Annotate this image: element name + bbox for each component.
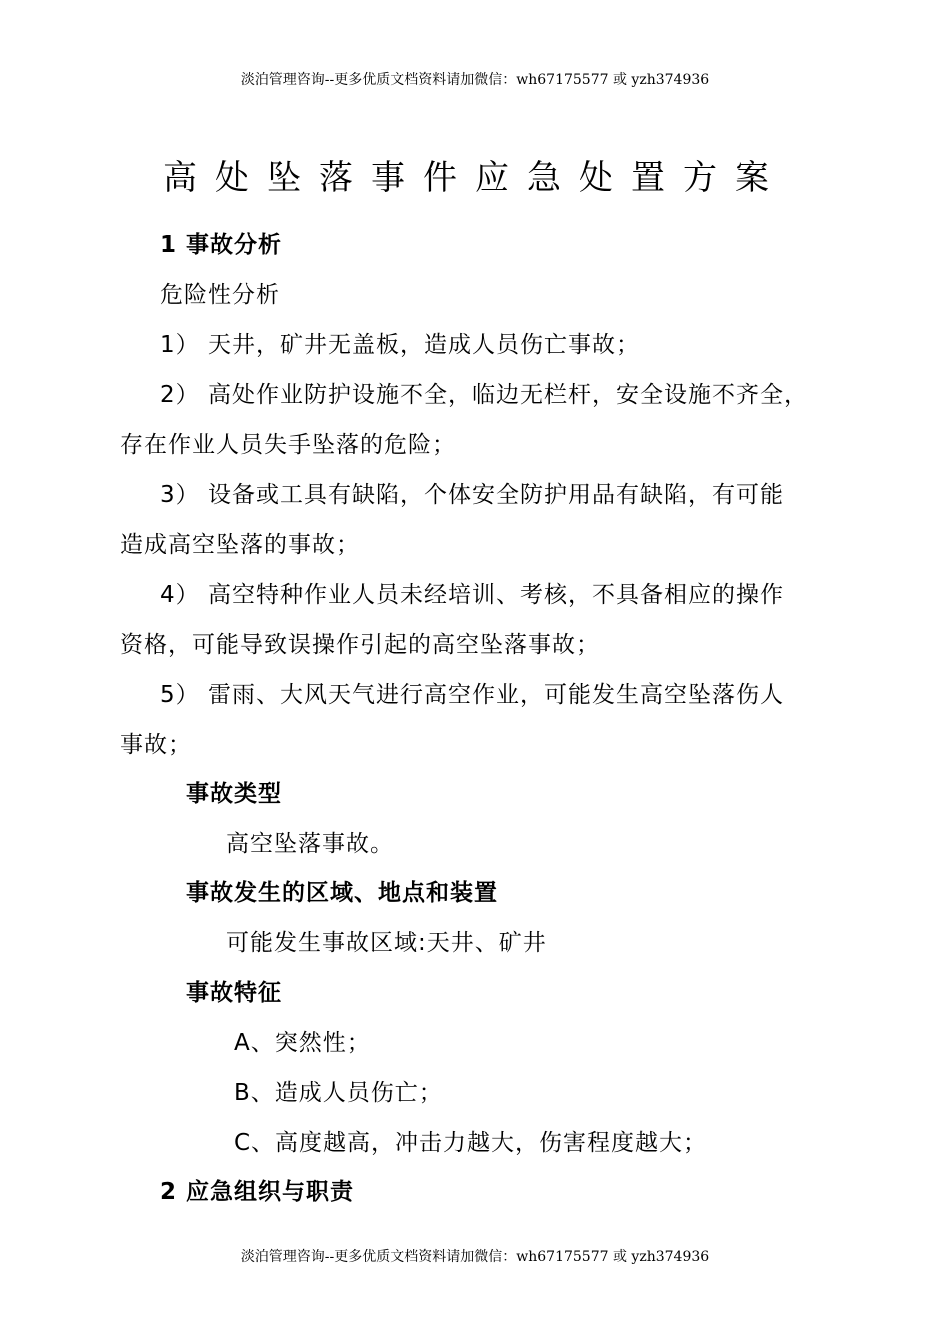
section-1-heading: 1 事故分析: [160, 232, 283, 258]
risk-analysis-subheading: 危险性分析: [160, 282, 280, 308]
feature-item-c: C、高度越高，冲击力越大，伤害程度越大；: [234, 1130, 708, 1156]
feature-item-a: A、突然性；: [234, 1030, 371, 1056]
risk-item-3: 3） 设备或工具有缺陷，个体安全防护用品有缺陷，有可能: [160, 482, 784, 508]
risk-item-3-cont: 造成高空坠落的事故；: [120, 532, 360, 558]
feature-item-b: B、造成人员伤亡；: [234, 1080, 443, 1106]
risk-item-4-cont: 资格，可能导致误操作引起的高空坠落事故；: [120, 632, 600, 658]
risk-item-1: 1） 天井，矿井无盖板，造成人员伤亡事故；: [160, 332, 640, 358]
accident-type-heading: 事故类型: [186, 781, 282, 807]
risk-item-5: 5） 雷雨、大风天气进行高空作业，可能发生高空坠落伤人: [160, 682, 784, 708]
risk-item-5-cont: 事故；: [120, 732, 192, 758]
document-title: 高处坠落事件应急处置方案: [163, 158, 787, 198]
page-header: 淡泊管理咨询--更多优质文档资料请加微信：wh67175577 或 yzh374936: [240, 72, 710, 88]
accident-area-text: 可能发生事故区域:天井、矿井: [226, 930, 547, 956]
risk-item-4: 4） 高空特种作业人员未经培训、考核，不具备相应的操作: [160, 582, 784, 608]
section-2-heading: 2 应急组织与职责: [160, 1179, 355, 1205]
accident-feature-heading: 事故特征: [186, 980, 282, 1006]
accident-area-heading: 事故发生的区域、地点和装置: [186, 880, 498, 906]
accident-type-text: 高空坠落事故。: [226, 831, 394, 857]
page-footer: 淡泊管理咨询--更多优质文档资料请加微信：wh67175577 或 yzh374936: [240, 1249, 710, 1265]
risk-item-2-cont: 存在作业人员失手坠落的危险；: [120, 432, 456, 458]
risk-item-2: 2） 高处作业防护设施不全，临边无栏杆，安全设施不齐全，: [160, 382, 808, 408]
